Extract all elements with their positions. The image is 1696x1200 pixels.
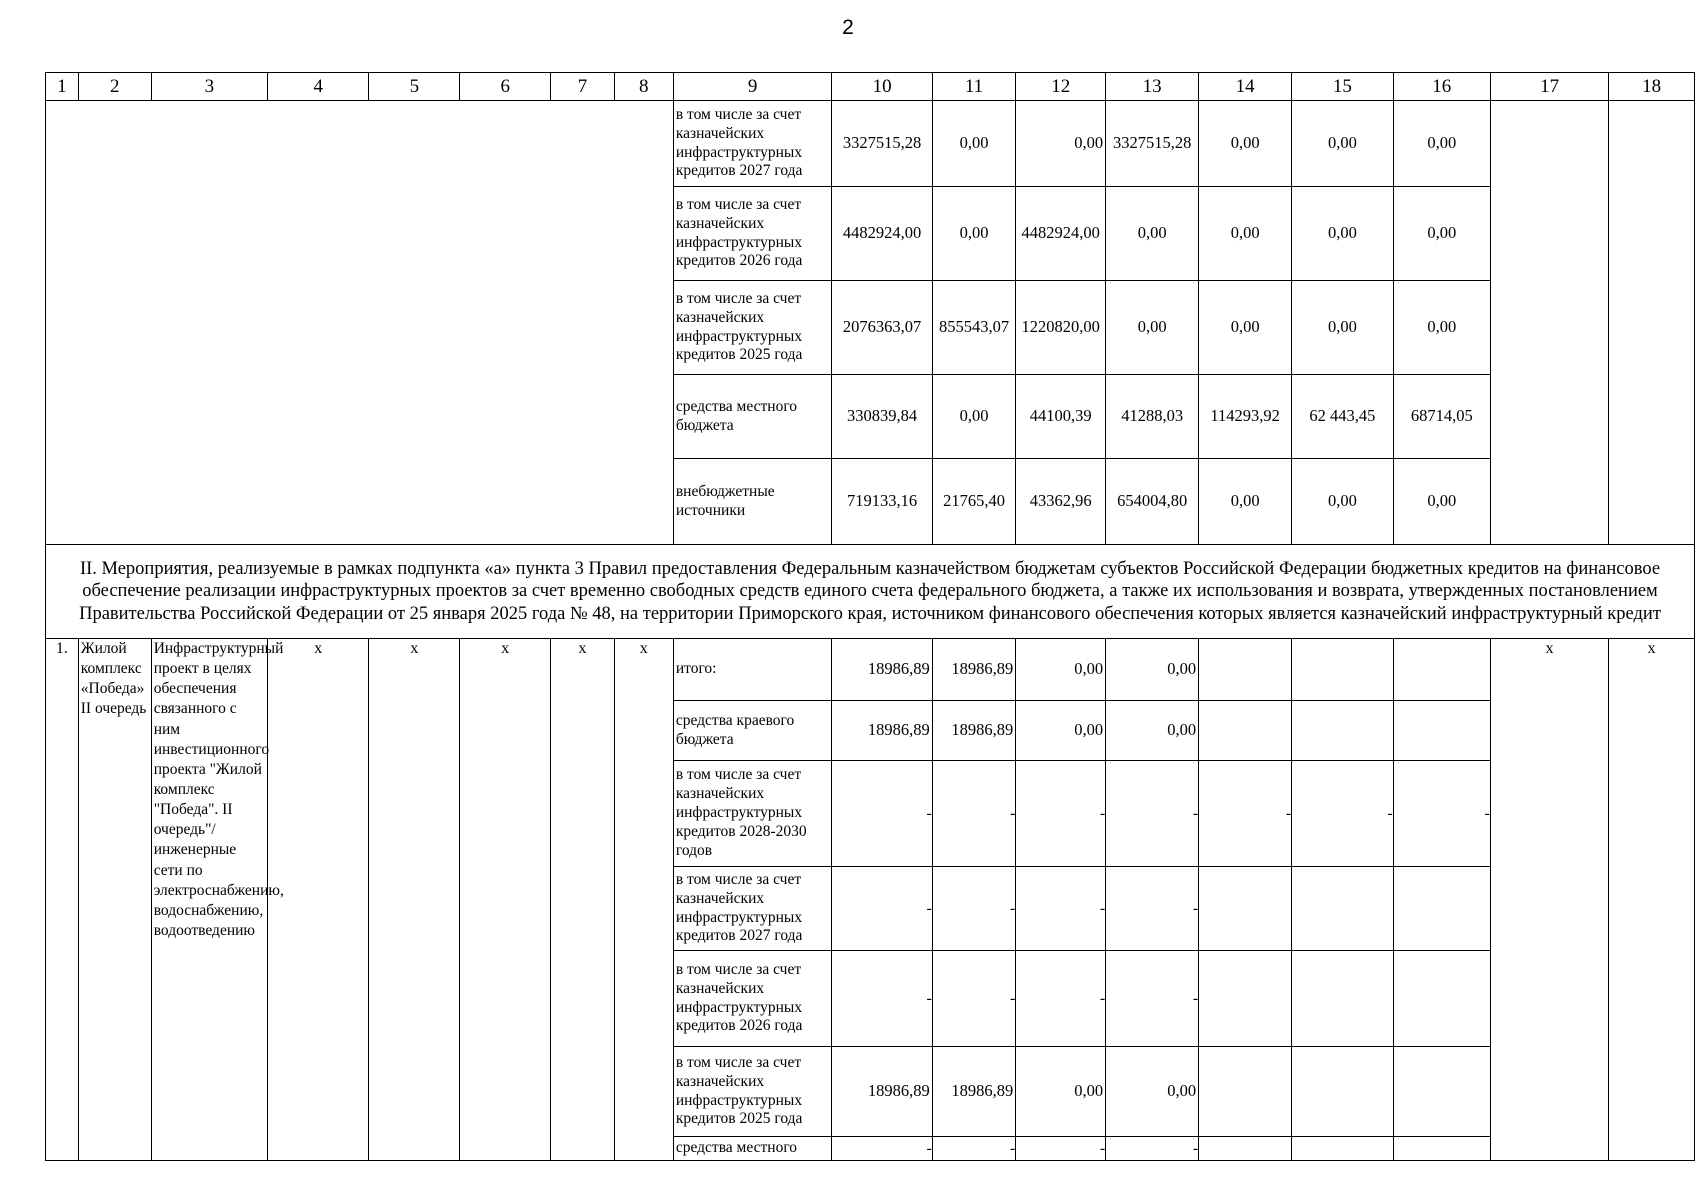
section-row — [46, 545, 1695, 639]
cell-c16: 0,00 — [1393, 281, 1490, 375]
cell-c16: 68714,05 — [1393, 375, 1490, 459]
cell-c10: 18986,89 — [832, 1047, 932, 1137]
cell-c15 — [1292, 639, 1393, 701]
cell-c11: 0,00 — [932, 187, 1016, 281]
col-header-8: 8 — [614, 73, 673, 101]
cell-c15 — [1292, 867, 1393, 951]
cell-c10: 2076363,07 — [832, 281, 932, 375]
cell-c14: 0,00 — [1199, 281, 1292, 375]
cell-c13: 0,00 — [1106, 701, 1199, 761]
cell-c14 — [1199, 867, 1292, 951]
cell-c13: 41288,03 — [1106, 375, 1199, 459]
cell-c15 — [1292, 951, 1393, 1047]
cell-c10: 18986,89 — [832, 639, 932, 701]
row-label: средства местного бюджета — [673, 375, 832, 459]
col-header-9: 9 — [673, 73, 832, 101]
col-header-18: 18 — [1609, 73, 1695, 101]
cell-c18 — [1609, 101, 1695, 545]
col-header-7: 7 — [551, 73, 614, 101]
col-header-11: 11 — [932, 73, 1016, 101]
cell-c16: 0,00 — [1393, 459, 1490, 545]
cell-c12: - — [1016, 867, 1106, 951]
col-header-2: 2 — [78, 73, 151, 101]
x-mark: x — [460, 639, 551, 1161]
cell-c10: 4482924,00 — [832, 187, 932, 281]
cell-c10: - — [832, 951, 932, 1047]
cell-c12: - — [1016, 1137, 1106, 1161]
row-label: в том числе за счет казначейских инфраструктурных кредитов 2025 года — [673, 281, 832, 375]
cell-c11: 0,00 — [932, 375, 1016, 459]
cell-c14: - — [1199, 761, 1292, 867]
col-header-15: 15 — [1292, 73, 1393, 101]
col-header-12: 12 — [1016, 73, 1106, 101]
row-label: средства краевого бюджета — [673, 701, 832, 761]
cell-c12: 4482924,00 — [1016, 187, 1106, 281]
cell-c11: 855543,07 — [932, 281, 1016, 375]
cell-c13: - — [1106, 1137, 1199, 1161]
cell-c14 — [1199, 1137, 1292, 1161]
item-description: Инфраструктурный проект в целях обеспечения связанного с ним инвестиционного проекта "Жилой комплекс "Победа". II очередь"/ инженерные сети по электроснабжению, водоснабжению, водоотведению — [151, 639, 267, 1161]
x-mark: x — [1490, 639, 1608, 1161]
cell-c13: 3327515,28 — [1106, 101, 1199, 187]
cell-c15: 0,00 — [1292, 187, 1393, 281]
cell-c11: 18986,89 — [932, 1047, 1016, 1137]
cell-c13: 0,00 — [1106, 281, 1199, 375]
cell-c11: - — [932, 761, 1016, 867]
page-number: 2 — [842, 16, 854, 39]
cell-c12: 44100,39 — [1016, 375, 1106, 459]
cell-c17 — [1490, 101, 1608, 545]
cell-c16 — [1393, 701, 1490, 761]
x-mark: x — [267, 639, 368, 1161]
cell-c10: 330839,84 — [832, 375, 932, 459]
row-label: в том числе за счет казначейских инфраструктурных кредитов 2027 года — [673, 867, 832, 951]
x-mark: x — [551, 639, 614, 1161]
cell-c16 — [1393, 1137, 1490, 1161]
row-label: в том числе за счет казначейских инфраструктурных кредитов 2026 года — [673, 187, 832, 281]
cell-c15 — [1292, 1137, 1393, 1161]
col-header-5: 5 — [369, 73, 460, 101]
cell-c16 — [1393, 951, 1490, 1047]
cell-c11: 18986,89 — [932, 639, 1016, 701]
header-row — [46, 73, 1695, 101]
cell-c15: 62 443,45 — [1292, 375, 1393, 459]
cell-c13: 0,00 — [1106, 187, 1199, 281]
cell-c14: 0,00 — [1199, 459, 1292, 545]
row-label: в том числе за счет казначейских инфраструктурных кредитов 2025 года — [673, 1047, 832, 1137]
cell-c12: 0,00 — [1016, 1047, 1106, 1137]
cell-c11: - — [932, 867, 1016, 951]
cell-c12: 1220820,00 — [1016, 281, 1106, 375]
cell-c14 — [1199, 639, 1292, 701]
cell-c16: 0,00 — [1393, 101, 1490, 187]
col-header-4: 4 — [267, 73, 368, 101]
col-header-3: 3 — [151, 73, 267, 101]
cell-c10: - — [832, 761, 932, 867]
cell-c10: - — [832, 1137, 932, 1161]
cell-c14 — [1199, 951, 1292, 1047]
cell-c13: 654004,80 — [1106, 459, 1199, 545]
col-header-1: 1 — [46, 73, 79, 101]
row-label: внебюджетные источники — [673, 459, 832, 545]
cell-c15 — [1292, 701, 1393, 761]
row-label: в том числе за счет казначейских инфраструктурных кредитов 2026 года — [673, 951, 832, 1047]
cell-c10: 719133,16 — [832, 459, 932, 545]
row-label: в том числе за счет казначейских инфраструктурных кредитов 2028-2030 годов — [673, 761, 832, 867]
cell-c15: 0,00 — [1292, 459, 1393, 545]
cell-c14: 0,00 — [1199, 101, 1292, 187]
col-header-16: 16 — [1393, 73, 1490, 101]
section-title: II. Мероприятия, реализуемые в рамках подпункта «а» пункта 3 Правил предоставления Федеральным казначейством бюджетам субъектов Российской Федерации бюджетных кредитов на финансовое обеспечение реализации инфраструктурных проектов за счет временно свободных средств единого счета федерального бюджета, а также их использования и возврата, утвержденных постановлением Правительства Российской Федерации от 25 января 2025 года № 48, на территории Приморского края, источником финансового обеспечения которых является казначейский инфраструктурный кредит — [46, 545, 1695, 639]
cell-c11: 18986,89 — [932, 701, 1016, 761]
col-header-13: 13 — [1106, 73, 1199, 101]
cell-c13: - — [1106, 951, 1199, 1047]
cell-c13: 0,00 — [1106, 639, 1199, 701]
cell-c15 — [1292, 1047, 1393, 1137]
row-label: в том числе за счет казначейских инфраструктурных кредитов 2027 года — [673, 101, 832, 187]
cell-c11: - — [932, 1137, 1016, 1161]
budget-table — [45, 72, 1695, 1161]
cell-c11: 21765,40 — [932, 459, 1016, 545]
cell-c14: 114293,92 — [1199, 375, 1292, 459]
cell-c16 — [1393, 867, 1490, 951]
cell-c14 — [1199, 701, 1292, 761]
col-header-14: 14 — [1199, 73, 1292, 101]
merged-empty-cell — [46, 101, 674, 545]
cell-c16: 0,00 — [1393, 187, 1490, 281]
cell-c16 — [1393, 1047, 1490, 1137]
cell-c11: - — [932, 951, 1016, 1047]
cell-c12: 43362,96 — [1016, 459, 1106, 545]
cell-c13: - — [1106, 761, 1199, 867]
col-header-6: 6 — [460, 73, 551, 101]
cell-c13: 0,00 — [1106, 1047, 1199, 1137]
cell-c16 — [1393, 639, 1490, 701]
cell-c15: - — [1292, 761, 1393, 867]
cell-c15: 0,00 — [1292, 101, 1393, 187]
cell-c11: 0,00 — [932, 101, 1016, 187]
cell-c13: - — [1106, 867, 1199, 951]
item-name: Жилой комплекс «Победа» II очередь — [78, 639, 151, 1161]
row-label: итого: — [673, 639, 832, 701]
cell-c12: 0,00 — [1016, 701, 1106, 761]
item-number: 1. — [46, 639, 79, 1161]
cell-c10: 3327515,28 — [832, 101, 932, 187]
table-row — [46, 639, 1695, 701]
x-mark: x — [1609, 639, 1695, 1161]
cell-c16: - — [1393, 761, 1490, 867]
cell-c12: 0,00 — [1016, 639, 1106, 701]
x-mark: x — [614, 639, 673, 1161]
col-header-17: 17 — [1490, 73, 1608, 101]
table-row — [46, 101, 1695, 187]
cell-c12: 0,00 — [1016, 101, 1106, 187]
cell-c10: 18986,89 — [832, 701, 932, 761]
row-label: средства местного — [673, 1137, 832, 1161]
cell-c15: 0,00 — [1292, 281, 1393, 375]
x-mark: x — [369, 639, 460, 1161]
cell-c14: 0,00 — [1199, 187, 1292, 281]
cell-c12: - — [1016, 761, 1106, 867]
cell-c12: - — [1016, 951, 1106, 1047]
col-header-10: 10 — [832, 73, 932, 101]
cell-c14 — [1199, 1047, 1292, 1137]
cell-c10: - — [832, 867, 932, 951]
